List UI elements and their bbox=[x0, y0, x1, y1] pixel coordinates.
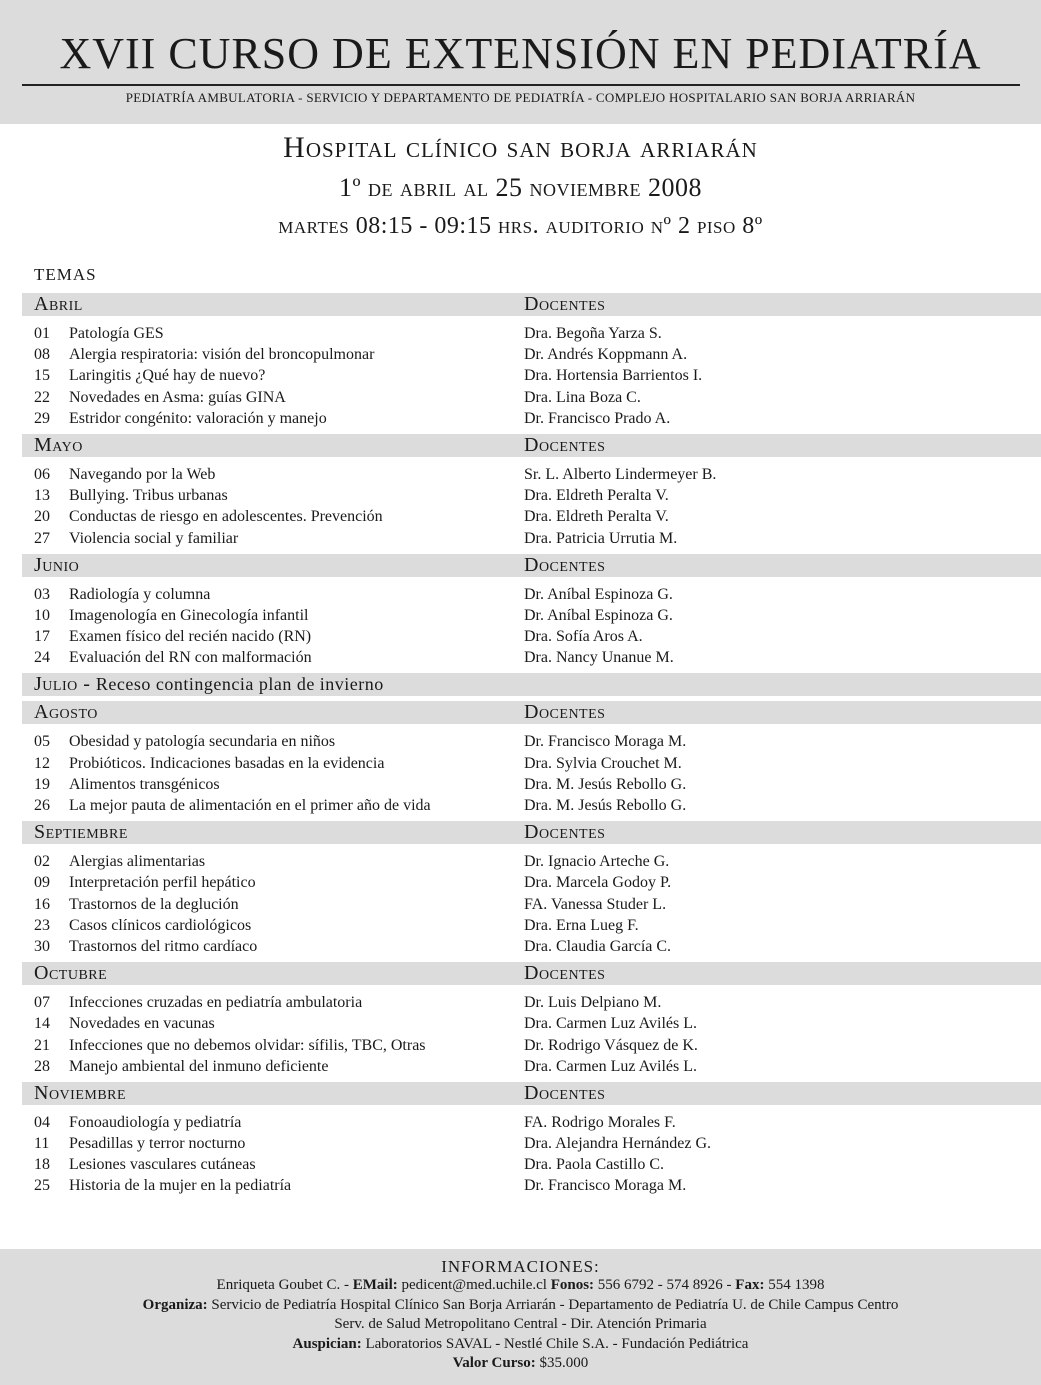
course-schedule: martes 08:15 - 09:15 hrs. auditorio nº 2 piso 8º bbox=[278, 213, 763, 239]
session-row bbox=[0, 408, 1041, 429]
session-day: 24 bbox=[34, 649, 50, 667]
session-day: 04 bbox=[34, 1113, 50, 1131]
session-list bbox=[0, 1105, 1041, 1197]
session-teacher: Dra. Eldreth Peralta V. bbox=[524, 487, 669, 505]
session-day: 03 bbox=[34, 585, 50, 603]
month-header-bar bbox=[22, 293, 1041, 316]
session-day: 01 bbox=[34, 325, 50, 342]
session-day: 11 bbox=[34, 1135, 50, 1153]
session-topic: Examen físico del recién nacido (RN) bbox=[69, 628, 312, 646]
session-teacher: Dra. Begoña Yarza S. bbox=[524, 325, 662, 342]
session-topic: Trastornos de la deglución bbox=[69, 895, 239, 913]
session-topic: Fonoaudiología y pediatría bbox=[69, 1113, 242, 1131]
session-day: 15 bbox=[34, 367, 50, 385]
session-list bbox=[0, 985, 1041, 1077]
month-section bbox=[0, 554, 1041, 669]
session-topic: Manejo ambiental del inmuno deficiente bbox=[69, 1057, 329, 1075]
organiza-value: Servicio de Pediatría Hospital Clínico San Borja Arriarán - Departamento de Pediatría U. de Chile Campus Centro bbox=[207, 1296, 899, 1313]
session-row bbox=[0, 506, 1041, 527]
session-row bbox=[0, 915, 1041, 936]
session-day: 28 bbox=[34, 1057, 50, 1075]
month-section bbox=[0, 962, 1041, 1077]
month-header-bar bbox=[22, 673, 1041, 696]
session-row bbox=[0, 647, 1041, 668]
session-day: 16 bbox=[34, 895, 50, 913]
session-topic: Novedades en vacunas bbox=[69, 1015, 215, 1033]
month-section bbox=[0, 701, 1041, 816]
session-day: 02 bbox=[34, 853, 50, 871]
session-row bbox=[0, 464, 1041, 485]
session-day: 25 bbox=[34, 1177, 50, 1195]
session-topic: Pesadillas y terror nocturno bbox=[69, 1135, 246, 1153]
session-topic: Trastornos del ritmo cardíaco bbox=[69, 937, 258, 955]
session-row bbox=[0, 795, 1041, 816]
session-day: 27 bbox=[34, 529, 50, 547]
phones-value: 556 6792 - 574 8926 - bbox=[594, 1277, 736, 1294]
session-teacher: Dra. Lina Boza C. bbox=[524, 388, 641, 406]
program-content bbox=[0, 293, 1041, 1202]
session-topic: Lesiones vasculares cutáneas bbox=[69, 1156, 256, 1174]
header-band bbox=[0, 0, 1041, 124]
session-teacher: Dra. Claudia García C. bbox=[524, 937, 672, 955]
session-teacher: Dra. Hortensia Barrientos I. bbox=[524, 367, 703, 385]
session-day: 30 bbox=[34, 937, 50, 955]
session-row bbox=[0, 731, 1041, 752]
docentes-heading: Docentes bbox=[524, 433, 606, 456]
session-row bbox=[0, 894, 1041, 915]
phones-label: Fonos: bbox=[550, 1277, 595, 1294]
session-day: 18 bbox=[34, 1156, 50, 1174]
month-name-text: Agosto bbox=[34, 701, 98, 724]
venue-title: Hospital clínico san borja arriarán bbox=[283, 131, 758, 164]
footer-organiza-line bbox=[0, 1296, 1041, 1315]
session-topic: Novedades en Asma: guías GINA bbox=[69, 388, 286, 406]
month-name bbox=[34, 821, 128, 844]
docentes-heading: Docentes bbox=[524, 962, 606, 985]
email-value: pedicent@med.uchile.cl bbox=[397, 1277, 551, 1294]
session-day: 14 bbox=[34, 1015, 50, 1033]
session-list bbox=[0, 577, 1041, 669]
email-label: EMail: bbox=[352, 1277, 398, 1294]
month-name-text: Julio bbox=[34, 673, 78, 696]
session-day: 19 bbox=[34, 775, 50, 793]
valor-value: $35.000 bbox=[535, 1355, 589, 1372]
session-row bbox=[0, 365, 1041, 386]
course-dates: 1º de abril al 25 noviembre 2008 bbox=[338, 173, 703, 202]
footer-organiza-line2: Serv. de Salud Metropolitano Central - Dir. Atención Primaria bbox=[334, 1316, 707, 1333]
session-row bbox=[0, 605, 1041, 626]
footer-title: INFORMACIONES: bbox=[441, 1257, 600, 1276]
session-row bbox=[0, 626, 1041, 647]
session-topic: Infecciones que no debemos olvidar: sífilis, TBC, Otras bbox=[69, 1036, 426, 1054]
contact-name: Enriqueta Goubet C. - bbox=[216, 1277, 353, 1294]
month-header-bar bbox=[22, 701, 1041, 724]
session-topic: Infecciones cruzadas en pediatría ambulatoria bbox=[69, 994, 363, 1012]
month-note: Receso contingencia plan de invierno bbox=[95, 674, 384, 695]
docentes-heading: Docentes bbox=[524, 821, 606, 844]
session-teacher: Dr. Aníbal Espinoza G. bbox=[524, 585, 673, 603]
month-name-text: Abril bbox=[34, 293, 83, 315]
session-row bbox=[0, 1112, 1041, 1133]
session-teacher: Dr. Ignacio Arteche G. bbox=[524, 853, 670, 871]
session-day: 22 bbox=[34, 388, 50, 406]
session-topic: Casos clínicos cardiológicos bbox=[69, 916, 252, 934]
session-teacher: Dra. Carmen Luz Avilés L. bbox=[524, 1015, 697, 1033]
session-teacher: FA. Rodrigo Morales F. bbox=[524, 1113, 676, 1131]
session-day: 08 bbox=[34, 346, 50, 364]
session-topic: Alergia respiratoria: visión del broncopulmonar bbox=[69, 346, 375, 364]
month-name bbox=[34, 962, 107, 985]
session-list bbox=[0, 724, 1041, 816]
organiza-label: Organiza: bbox=[142, 1296, 208, 1313]
session-row bbox=[0, 344, 1041, 365]
month-name-text: Junio bbox=[34, 553, 80, 576]
month-section bbox=[0, 821, 1041, 957]
session-list bbox=[0, 844, 1041, 957]
docentes-heading: Docentes bbox=[524, 1081, 606, 1104]
docentes-heading: Docentes bbox=[524, 553, 606, 576]
valor-label: Valor Curso: bbox=[452, 1355, 536, 1372]
session-topic: Historia de la mujer en la pediatría bbox=[69, 1177, 292, 1195]
footer-info bbox=[0, 1249, 1041, 1385]
session-row bbox=[0, 1175, 1041, 1196]
session-teacher: Dr. Francisco Moraga M. bbox=[524, 733, 687, 751]
session-day: 20 bbox=[34, 508, 50, 526]
session-topic: Violencia social y familiar bbox=[69, 529, 239, 547]
docentes-heading: Docentes bbox=[524, 293, 606, 315]
footer-auspician-line bbox=[0, 1335, 1041, 1354]
session-row bbox=[0, 851, 1041, 872]
title-rule bbox=[22, 84, 1020, 86]
month-name-text: Mayo bbox=[34, 433, 83, 456]
session-teacher: Dr. Francisco Moraga M. bbox=[524, 1177, 687, 1195]
session-topic: Radiología y columna bbox=[69, 585, 211, 603]
main-title: XVII CURSO DE EXTENSIÓN EN PEDIATRÍA bbox=[59, 29, 982, 78]
session-teacher: Dr. Aníbal Espinoza G. bbox=[524, 606, 673, 624]
session-teacher: Sr. L. Alberto Lindermeyer B. bbox=[524, 465, 717, 483]
session-day: 07 bbox=[34, 994, 50, 1012]
session-day: 13 bbox=[34, 487, 50, 505]
session-row bbox=[0, 753, 1041, 774]
session-teacher: Dra. M. Jesús Rebollo G. bbox=[524, 775, 687, 793]
session-teacher: Dra. Erna Lueg F. bbox=[524, 916, 639, 934]
session-row bbox=[0, 1013, 1041, 1034]
session-teacher: FA. Vanessa Studer L. bbox=[524, 895, 667, 913]
month-note-separator: - bbox=[77, 673, 96, 696]
session-day: 09 bbox=[34, 874, 50, 892]
month-name bbox=[34, 1082, 126, 1105]
month-section bbox=[0, 673, 1041, 696]
session-topic: Estridor congénito: valoración y manejo bbox=[69, 409, 327, 427]
month-header-bar bbox=[22, 554, 1041, 577]
month-header-bar bbox=[22, 434, 1041, 457]
session-teacher: Dr. Francisco Prado A. bbox=[524, 409, 671, 427]
session-topic: Alergias alimentarias bbox=[69, 853, 206, 871]
session-topic: Interpretación perfil hepático bbox=[69, 874, 256, 892]
session-day: 29 bbox=[34, 409, 50, 427]
session-teacher: Dra. Paola Castillo C. bbox=[524, 1156, 664, 1174]
month-name bbox=[34, 434, 83, 457]
month-name bbox=[34, 293, 83, 316]
month-section bbox=[0, 434, 1041, 549]
month-name bbox=[34, 554, 79, 577]
month-name-text: Septiembre bbox=[34, 821, 128, 844]
session-teacher: Dra. Carmen Luz Avilés L. bbox=[524, 1057, 697, 1075]
session-topic: Conductas de riesgo en adolescentes. Prevención bbox=[69, 508, 383, 526]
session-row bbox=[0, 584, 1041, 605]
session-teacher: Dra. Patricia Urrutia M. bbox=[524, 529, 678, 547]
session-row bbox=[0, 323, 1041, 344]
session-teacher: Dra. Marcela Godoy P. bbox=[524, 874, 672, 892]
month-header-bar bbox=[22, 1082, 1041, 1105]
month-section bbox=[0, 293, 1041, 429]
session-teacher: Dra. Sofía Aros A. bbox=[524, 628, 643, 646]
session-list bbox=[0, 316, 1041, 429]
header-subtitle: PEDIATRÍA AMBULATORIA - SERVICIO Y DEPARTAMENTO DE PEDIATRÍA - COMPLEJO HOSPITALARIO SAN BORJA ARRIARÁN bbox=[125, 90, 916, 105]
session-topic: Imagenología en Ginecología infantil bbox=[69, 606, 309, 624]
session-row bbox=[0, 992, 1041, 1013]
docentes-heading: Docentes bbox=[524, 701, 606, 724]
session-teacher: Dr. Luis Delpiano M. bbox=[524, 994, 662, 1012]
session-row bbox=[0, 1035, 1041, 1056]
session-topic: La mejor pauta de alimentación en el primer año de vida bbox=[69, 797, 431, 814]
session-row bbox=[0, 1056, 1041, 1077]
session-row bbox=[0, 872, 1041, 893]
month-name bbox=[34, 701, 98, 724]
footer-contact-line bbox=[0, 1276, 1041, 1295]
session-teacher: Dr. Rodrigo Vásquez de K. bbox=[524, 1036, 698, 1054]
session-topic: Evaluación del RN con malformación bbox=[69, 649, 312, 667]
session-row bbox=[0, 1133, 1041, 1154]
session-day: 26 bbox=[34, 797, 50, 814]
temas-heading: temas bbox=[34, 260, 97, 286]
session-day: 23 bbox=[34, 916, 50, 934]
session-day: 05 bbox=[34, 733, 50, 751]
auspician-label: Auspician: bbox=[292, 1335, 362, 1352]
session-teacher: Dra. Eldreth Peralta V. bbox=[524, 508, 669, 526]
month-name bbox=[34, 673, 384, 696]
session-day: 10 bbox=[34, 606, 50, 624]
session-row bbox=[0, 1154, 1041, 1175]
session-row bbox=[0, 485, 1041, 506]
session-day: 21 bbox=[34, 1036, 50, 1054]
session-teacher: Dra. Sylvia Crouchet M. bbox=[524, 754, 682, 772]
session-topic: Probióticos. Indicaciones basadas en la evidencia bbox=[69, 754, 385, 772]
session-topic: Obesidad y patología secundaria en niños bbox=[69, 733, 336, 751]
session-topic: Bullying. Tribus urbanas bbox=[69, 487, 228, 505]
session-day: 17 bbox=[34, 628, 50, 646]
session-row bbox=[0, 774, 1041, 795]
session-teacher: Dra. Nancy Unanue M. bbox=[524, 649, 674, 667]
auspician-value: Laboratorios SAVAL - Nestlé Chile S.A. - Fundación Pediátrica bbox=[361, 1335, 749, 1352]
fax-label: Fax: bbox=[735, 1277, 765, 1294]
fax-value: 554 1398 bbox=[764, 1277, 825, 1294]
session-topic: Patología GES bbox=[69, 325, 164, 342]
session-row bbox=[0, 528, 1041, 549]
session-teacher: Dr. Andrés Koppmann A. bbox=[524, 346, 688, 364]
session-day: 06 bbox=[34, 465, 50, 483]
session-row bbox=[0, 387, 1041, 408]
month-header-bar bbox=[22, 962, 1041, 985]
session-teacher: Dra. Alejandra Hernández G. bbox=[524, 1135, 712, 1153]
session-row bbox=[0, 936, 1041, 957]
month-section bbox=[0, 1082, 1041, 1197]
session-teacher: Dra. M. Jesús Rebollo G. bbox=[524, 797, 687, 814]
session-topic: Alimentos transgénicos bbox=[69, 775, 220, 793]
month-name-text: Noviembre bbox=[34, 1081, 127, 1104]
session-topic: Laringitis ¿Qué hay de nuevo? bbox=[69, 367, 266, 385]
session-topic: Navegando por la Web bbox=[69, 465, 216, 483]
session-list bbox=[0, 457, 1041, 549]
session-day: 12 bbox=[34, 754, 50, 772]
footer-valor-line bbox=[0, 1354, 1041, 1373]
month-header-bar bbox=[22, 821, 1041, 844]
month-name-text: Octubre bbox=[34, 962, 108, 985]
